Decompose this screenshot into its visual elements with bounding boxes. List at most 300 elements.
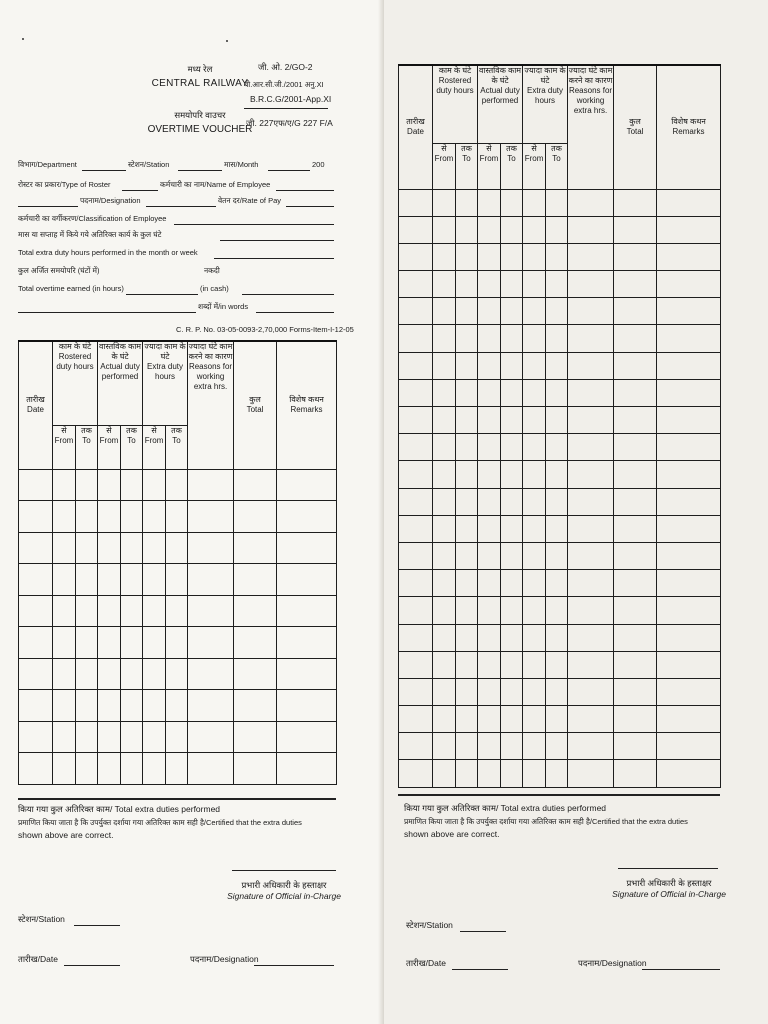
table-cell[interactable]: [456, 597, 478, 624]
table-cell[interactable]: [188, 469, 234, 501]
station-footer-field[interactable]: [74, 925, 120, 926]
table-cell[interactable]: [98, 627, 121, 659]
table-cell[interactable]: [568, 760, 614, 787]
table-cell[interactable]: [568, 515, 614, 542]
table-cell[interactable]: [657, 570, 721, 597]
table-cell[interactable]: [657, 733, 721, 760]
table-cell[interactable]: [614, 678, 657, 705]
table-cell[interactable]: [53, 627, 76, 659]
table-cell[interactable]: [501, 461, 523, 488]
table-cell[interactable]: [523, 624, 546, 651]
table-cell[interactable]: [456, 651, 478, 678]
table-cell[interactable]: [121, 753, 143, 785]
table-cell[interactable]: [501, 733, 523, 760]
table-cell[interactable]: [234, 658, 277, 690]
table-cell[interactable]: [523, 243, 546, 270]
table-cell[interactable]: [53, 721, 76, 753]
table-cell[interactable]: [501, 434, 523, 461]
extra-hours-field-1[interactable]: [220, 240, 334, 241]
table-cell[interactable]: [657, 298, 721, 325]
table-cell[interactable]: [478, 379, 501, 406]
table-cell[interactable]: [234, 753, 277, 785]
table-cell[interactable]: [546, 542, 568, 569]
table-cell[interactable]: [76, 564, 98, 596]
table-cell[interactable]: [568, 352, 614, 379]
table-cell[interactable]: [19, 469, 53, 501]
table-cell[interactable]: [523, 515, 546, 542]
rate-of-pay-field[interactable]: [286, 206, 334, 207]
table-cell[interactable]: [568, 298, 614, 325]
table-cell[interactable]: [53, 532, 76, 564]
table-cell[interactable]: [143, 532, 166, 564]
table-cell[interactable]: [614, 651, 657, 678]
table-cell[interactable]: [234, 721, 277, 753]
table-cell[interactable]: [614, 570, 657, 597]
table-cell[interactable]: [523, 651, 546, 678]
table-cell[interactable]: [501, 651, 523, 678]
table-cell[interactable]: [614, 379, 657, 406]
signature-line[interactable]: [618, 868, 718, 869]
table-cell[interactable]: [399, 352, 433, 379]
table-cell[interactable]: [399, 706, 433, 733]
table-cell[interactable]: [98, 564, 121, 596]
table-cell[interactable]: [523, 461, 546, 488]
table-cell[interactable]: [568, 597, 614, 624]
table-cell[interactable]: [53, 564, 76, 596]
classification-field[interactable]: [174, 224, 334, 225]
table-cell[interactable]: [478, 407, 501, 434]
table-cell[interactable]: [399, 271, 433, 298]
table-cell[interactable]: [614, 542, 657, 569]
table-cell[interactable]: [501, 379, 523, 406]
table-cell[interactable]: [76, 469, 98, 501]
table-cell[interactable]: [456, 189, 478, 216]
table-cell[interactable]: [478, 760, 501, 787]
table-cell[interactable]: [501, 488, 523, 515]
table-cell[interactable]: [568, 243, 614, 270]
table-cell[interactable]: [546, 651, 568, 678]
table-cell[interactable]: [523, 216, 546, 243]
table-cell[interactable]: [277, 501, 337, 533]
table-cell[interactable]: [614, 407, 657, 434]
extra-hours-field-2[interactable]: [214, 258, 334, 259]
table-cell[interactable]: [546, 570, 568, 597]
table-cell[interactable]: [501, 325, 523, 352]
table-cell[interactable]: [614, 597, 657, 624]
table-cell[interactable]: [501, 407, 523, 434]
table-cell[interactable]: [657, 271, 721, 298]
table-cell[interactable]: [501, 624, 523, 651]
table-cell[interactable]: [614, 733, 657, 760]
table-cell[interactable]: [399, 760, 433, 787]
table-cell[interactable]: [523, 325, 546, 352]
table-cell[interactable]: [478, 678, 501, 705]
table-cell[interactable]: [399, 434, 433, 461]
table-cell[interactable]: [456, 760, 478, 787]
blank-field-1[interactable]: [18, 206, 78, 207]
table-cell[interactable]: [657, 352, 721, 379]
table-cell[interactable]: [456, 407, 478, 434]
table-cell[interactable]: [523, 678, 546, 705]
table-cell[interactable]: [568, 271, 614, 298]
designation-field[interactable]: [146, 206, 216, 207]
table-cell[interactable]: [546, 216, 568, 243]
table-cell[interactable]: [501, 678, 523, 705]
table-cell[interactable]: [433, 570, 456, 597]
table-cell[interactable]: [143, 501, 166, 533]
table-cell[interactable]: [456, 325, 478, 352]
table-cell[interactable]: [143, 627, 166, 659]
table-cell[interactable]: [188, 595, 234, 627]
table-cell[interactable]: [501, 570, 523, 597]
table-cell[interactable]: [657, 624, 721, 651]
table-cell[interactable]: [76, 501, 98, 533]
table-cell[interactable]: [19, 501, 53, 533]
table-cell[interactable]: [399, 570, 433, 597]
table-cell[interactable]: [657, 678, 721, 705]
ot-earned-field[interactable]: [126, 294, 198, 295]
table-cell[interactable]: [568, 678, 614, 705]
table-cell[interactable]: [456, 733, 478, 760]
table-cell[interactable]: [234, 532, 277, 564]
table-cell[interactable]: [433, 434, 456, 461]
table-cell[interactable]: [546, 352, 568, 379]
table-cell[interactable]: [121, 595, 143, 627]
station-footer-field[interactable]: [460, 931, 506, 932]
table-cell[interactable]: [456, 352, 478, 379]
table-cell[interactable]: [546, 597, 568, 624]
table-cell[interactable]: [19, 564, 53, 596]
table-cell[interactable]: [614, 271, 657, 298]
table-cell[interactable]: [76, 532, 98, 564]
table-cell[interactable]: [657, 597, 721, 624]
table-cell[interactable]: [19, 658, 53, 690]
table-cell[interactable]: [166, 595, 188, 627]
table-cell[interactable]: [76, 753, 98, 785]
table-cell[interactable]: [76, 627, 98, 659]
table-cell[interactable]: [188, 721, 234, 753]
table-cell[interactable]: [121, 532, 143, 564]
table-cell[interactable]: [399, 216, 433, 243]
table-cell[interactable]: [143, 469, 166, 501]
table-cell[interactable]: [568, 542, 614, 569]
table-cell[interactable]: [568, 706, 614, 733]
table-cell[interactable]: [614, 624, 657, 651]
table-cell[interactable]: [614, 515, 657, 542]
table-cell[interactable]: [234, 469, 277, 501]
table-cell[interactable]: [53, 595, 76, 627]
table-cell[interactable]: [523, 298, 546, 325]
table-cell[interactable]: [456, 271, 478, 298]
table-cell[interactable]: [546, 189, 568, 216]
table-cell[interactable]: [166, 532, 188, 564]
table-cell[interactable]: [143, 595, 166, 627]
table-cell[interactable]: [657, 243, 721, 270]
table-cell[interactable]: [53, 753, 76, 785]
designation-footer-field[interactable]: [642, 969, 720, 970]
table-cell[interactable]: [478, 624, 501, 651]
table-cell[interactable]: [166, 690, 188, 722]
table-cell[interactable]: [546, 733, 568, 760]
table-cell[interactable]: [501, 189, 523, 216]
table-cell[interactable]: [433, 542, 456, 569]
table-cell[interactable]: [166, 501, 188, 533]
table-cell[interactable]: [478, 271, 501, 298]
table-cell[interactable]: [433, 243, 456, 270]
table-cell[interactable]: [614, 325, 657, 352]
table-cell[interactable]: [546, 407, 568, 434]
table-cell[interactable]: [76, 690, 98, 722]
table-cell[interactable]: [433, 488, 456, 515]
table-cell[interactable]: [143, 753, 166, 785]
table-cell[interactable]: [456, 434, 478, 461]
table-cell[interactable]: [433, 515, 456, 542]
table-cell[interactable]: [501, 515, 523, 542]
table-cell[interactable]: [53, 469, 76, 501]
table-cell[interactable]: [546, 678, 568, 705]
table-cell[interactable]: [523, 407, 546, 434]
table-cell[interactable]: [234, 595, 277, 627]
table-cell[interactable]: [546, 624, 568, 651]
table-cell[interactable]: [234, 690, 277, 722]
table-cell[interactable]: [478, 325, 501, 352]
table-cell[interactable]: [433, 379, 456, 406]
table-cell[interactable]: [399, 733, 433, 760]
table-cell[interactable]: [399, 488, 433, 515]
in-words-field[interactable]: [18, 312, 196, 313]
table-cell[interactable]: [277, 532, 337, 564]
table-cell[interactable]: [546, 379, 568, 406]
table-cell[interactable]: [501, 352, 523, 379]
table-cell[interactable]: [523, 542, 546, 569]
table-cell[interactable]: [433, 706, 456, 733]
table-cell[interactable]: [478, 542, 501, 569]
table-cell[interactable]: [166, 627, 188, 659]
table-cell[interactable]: [478, 706, 501, 733]
table-cell[interactable]: [546, 271, 568, 298]
table-cell[interactable]: [501, 597, 523, 624]
table-cell[interactable]: [456, 216, 478, 243]
table-cell[interactable]: [456, 461, 478, 488]
table-cell[interactable]: [19, 721, 53, 753]
table-cell[interactable]: [456, 570, 478, 597]
table-cell[interactable]: [19, 690, 53, 722]
table-cell[interactable]: [166, 721, 188, 753]
table-cell[interactable]: [76, 595, 98, 627]
table-cell[interactable]: [478, 488, 501, 515]
table-cell[interactable]: [433, 733, 456, 760]
table-cell[interactable]: [277, 627, 337, 659]
table-cell[interactable]: [166, 564, 188, 596]
in-words-field-2[interactable]: [256, 312, 334, 313]
table-cell[interactable]: [399, 407, 433, 434]
table-cell[interactable]: [657, 542, 721, 569]
table-cell[interactable]: [478, 434, 501, 461]
table-cell[interactable]: [523, 597, 546, 624]
table-cell[interactable]: [188, 627, 234, 659]
in-cash-field[interactable]: [242, 294, 334, 295]
table-cell[interactable]: [568, 407, 614, 434]
table-cell[interactable]: [501, 760, 523, 787]
table-cell[interactable]: [546, 243, 568, 270]
table-cell[interactable]: [478, 515, 501, 542]
table-cell[interactable]: [188, 753, 234, 785]
table-cell[interactable]: [456, 488, 478, 515]
table-cell[interactable]: [399, 325, 433, 352]
table-cell[interactable]: [53, 690, 76, 722]
table-cell[interactable]: [143, 564, 166, 596]
table-cell[interactable]: [234, 564, 277, 596]
table-cell[interactable]: [568, 189, 614, 216]
table-cell[interactable]: [657, 706, 721, 733]
table-cell[interactable]: [399, 542, 433, 569]
table-cell[interactable]: [433, 678, 456, 705]
table-cell[interactable]: [399, 189, 433, 216]
table-cell[interactable]: [657, 216, 721, 243]
table-cell[interactable]: [98, 595, 121, 627]
table-cell[interactable]: [277, 564, 337, 596]
table-cell[interactable]: [456, 678, 478, 705]
table-cell[interactable]: [568, 461, 614, 488]
table-cell[interactable]: [456, 624, 478, 651]
table-cell[interactable]: [188, 564, 234, 596]
table-cell[interactable]: [546, 488, 568, 515]
table-cell[interactable]: [523, 488, 546, 515]
table-cell[interactable]: [523, 271, 546, 298]
table-cell[interactable]: [614, 216, 657, 243]
table-cell[interactable]: [657, 651, 721, 678]
table-cell[interactable]: [546, 760, 568, 787]
table-cell[interactable]: [501, 706, 523, 733]
table-cell[interactable]: [657, 325, 721, 352]
table-cell[interactable]: [399, 651, 433, 678]
table-cell[interactable]: [456, 298, 478, 325]
table-cell[interactable]: [433, 624, 456, 651]
table-cell[interactable]: [523, 733, 546, 760]
table-cell[interactable]: [121, 658, 143, 690]
table-cell[interactable]: [53, 658, 76, 690]
table-cell[interactable]: [657, 515, 721, 542]
table-cell[interactable]: [657, 189, 721, 216]
month-field[interactable]: [268, 170, 310, 171]
table-cell[interactable]: [568, 651, 614, 678]
table-cell[interactable]: [188, 690, 234, 722]
table-cell[interactable]: [433, 760, 456, 787]
table-cell[interactable]: [433, 407, 456, 434]
table-cell[interactable]: [433, 189, 456, 216]
department-field[interactable]: [82, 170, 126, 171]
table-cell[interactable]: [277, 658, 337, 690]
table-cell[interactable]: [143, 690, 166, 722]
table-cell[interactable]: [546, 706, 568, 733]
table-cell[interactable]: [456, 706, 478, 733]
table-cell[interactable]: [478, 570, 501, 597]
table-cell[interactable]: [433, 597, 456, 624]
table-cell[interactable]: [546, 298, 568, 325]
table-cell[interactable]: [277, 469, 337, 501]
table-cell[interactable]: [523, 379, 546, 406]
table-cell[interactable]: [523, 570, 546, 597]
table-cell[interactable]: [433, 216, 456, 243]
table-cell[interactable]: [98, 532, 121, 564]
table-cell[interactable]: [399, 678, 433, 705]
table-cell[interactable]: [188, 501, 234, 533]
table-cell[interactable]: [188, 532, 234, 564]
table-cell[interactable]: [614, 760, 657, 787]
employee-name-field[interactable]: [276, 190, 334, 191]
table-cell[interactable]: [614, 488, 657, 515]
table-cell[interactable]: [456, 379, 478, 406]
table-cell[interactable]: [277, 721, 337, 753]
table-cell[interactable]: [478, 461, 501, 488]
table-cell[interactable]: [433, 461, 456, 488]
table-cell[interactable]: [568, 733, 614, 760]
table-cell[interactable]: [121, 627, 143, 659]
table-cell[interactable]: [456, 542, 478, 569]
table-cell[interactable]: [546, 325, 568, 352]
table-cell[interactable]: [98, 721, 121, 753]
table-cell[interactable]: [121, 721, 143, 753]
date-footer-field[interactable]: [452, 969, 508, 970]
table-cell[interactable]: [277, 595, 337, 627]
table-cell[interactable]: [501, 271, 523, 298]
table-cell[interactable]: [478, 298, 501, 325]
table-cell[interactable]: [568, 379, 614, 406]
table-cell[interactable]: [98, 658, 121, 690]
table-cell[interactable]: [568, 216, 614, 243]
table-cell[interactable]: [523, 352, 546, 379]
table-cell[interactable]: [568, 570, 614, 597]
table-cell[interactable]: [188, 658, 234, 690]
table-cell[interactable]: [657, 488, 721, 515]
table-cell[interactable]: [121, 469, 143, 501]
station-field[interactable]: [178, 170, 222, 171]
table-cell[interactable]: [456, 243, 478, 270]
table-cell[interactable]: [501, 298, 523, 325]
table-cell[interactable]: [76, 721, 98, 753]
table-cell[interactable]: [121, 690, 143, 722]
roster-type-field[interactable]: [122, 190, 158, 191]
table-cell[interactable]: [478, 733, 501, 760]
table-cell[interactable]: [399, 515, 433, 542]
table-cell[interactable]: [478, 243, 501, 270]
table-cell[interactable]: [501, 243, 523, 270]
table-cell[interactable]: [478, 597, 501, 624]
designation-footer-field[interactable]: [254, 965, 334, 966]
table-cell[interactable]: [433, 352, 456, 379]
table-cell[interactable]: [568, 434, 614, 461]
table-cell[interactable]: [19, 753, 53, 785]
table-cell[interactable]: [614, 189, 657, 216]
table-cell[interactable]: [433, 271, 456, 298]
table-cell[interactable]: [399, 461, 433, 488]
table-cell[interactable]: [399, 597, 433, 624]
table-cell[interactable]: [657, 407, 721, 434]
table-cell[interactable]: [121, 564, 143, 596]
table-cell[interactable]: [399, 298, 433, 325]
table-cell[interactable]: [143, 721, 166, 753]
table-cell[interactable]: [546, 461, 568, 488]
table-cell[interactable]: [19, 532, 53, 564]
table-cell[interactable]: [614, 352, 657, 379]
date-footer-field[interactable]: [64, 965, 120, 966]
table-cell[interactable]: [614, 243, 657, 270]
table-cell[interactable]: [98, 753, 121, 785]
table-cell[interactable]: [98, 501, 121, 533]
table-cell[interactable]: [234, 627, 277, 659]
table-cell[interactable]: [166, 658, 188, 690]
table-cell[interactable]: [523, 706, 546, 733]
